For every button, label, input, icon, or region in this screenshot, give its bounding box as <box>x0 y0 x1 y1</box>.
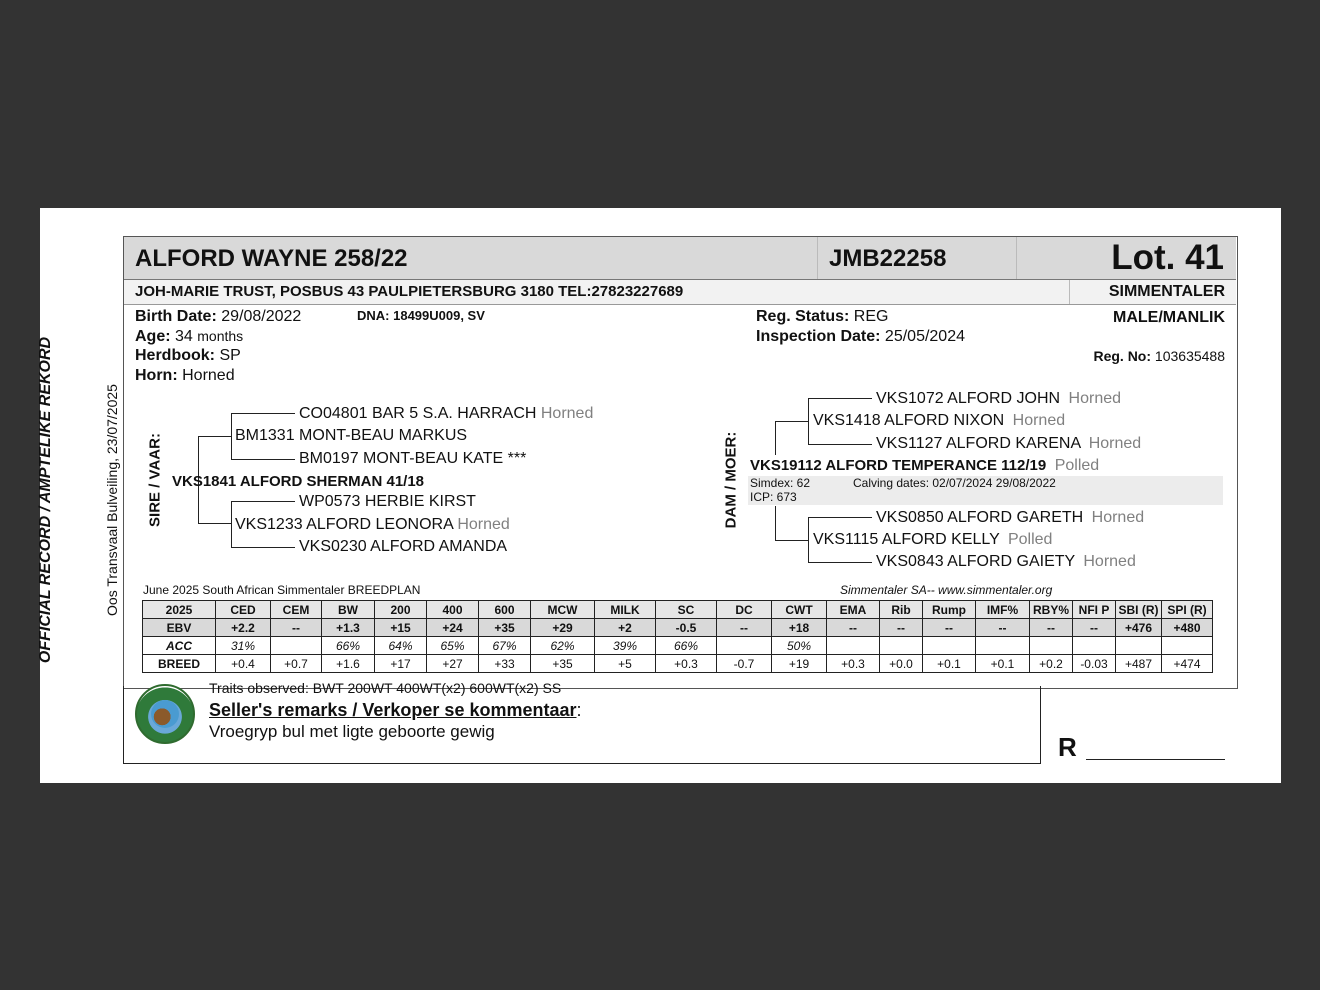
col-header: 400 <box>427 601 479 619</box>
breed-cell: +0.7 <box>271 655 322 673</box>
animal-name: ALFORD WAYNE 258/22 <box>135 245 408 272</box>
breedplan-site: Simmentaler SA-- www.simmentaler.org <box>840 583 1053 597</box>
breed-cell: +487 <box>1116 655 1162 673</box>
ebv-cell: -- <box>923 619 976 637</box>
dam-bracket-bottom-h <box>775 540 809 541</box>
seller-remarks-heading: Seller's remarks / Verkoper se kommentaar: <box>209 700 582 720</box>
dam-name: VKS19112 ALFORD TEMPERANCE 112/19 Polled <box>750 457 1100 474</box>
ebv-cell: +29 <box>531 619 595 637</box>
sire-gg-2: BM0197 MONT-BEAU KATE *** <box>299 450 527 467</box>
breed-cell: +0.3 <box>827 655 880 673</box>
col-header: RBY% <box>1030 601 1073 619</box>
dam-bracket-top-v <box>775 421 776 455</box>
acc-cell <box>827 637 880 655</box>
price-label: R <box>1058 732 1077 762</box>
acc-cell <box>717 637 772 655</box>
acc-cell <box>923 637 976 655</box>
acc-cell <box>976 637 1030 655</box>
acc-cell: 31% <box>216 637 271 655</box>
price-box-left <box>1040 686 1041 764</box>
frame-bottom <box>123 763 1041 764</box>
breed-row <box>143 655 1213 673</box>
ebv-cell: +15 <box>375 619 427 637</box>
dam-grand-dam: VKS1115 ALFORD KELLY Polled <box>813 531 1053 548</box>
ebv-header-row <box>143 601 1213 619</box>
col-header: Rib <box>880 601 923 619</box>
sire-grand-dam: VKS1233 ALFORD LEONORA Horned <box>235 516 510 533</box>
acc-cell: 66% <box>656 637 717 655</box>
breed-cell: +17 <box>375 655 427 673</box>
dam-grand-sire: VKS1418 ALFORD NIXON Horned <box>813 412 1066 429</box>
sire-gd-bracket-top <box>231 501 295 502</box>
breed-cell: +474 <box>1162 655 1213 673</box>
ebv-cell: -- <box>880 619 923 637</box>
breed-cell: +27 <box>427 655 479 673</box>
breed-cell: +0.1 <box>923 655 976 673</box>
acc-cell: 39% <box>595 637 656 655</box>
ebv-table <box>142 600 1213 673</box>
breed-cell: +5 <box>595 655 656 673</box>
col-header: 2025 <box>143 601 216 619</box>
col-header: Rump <box>923 601 976 619</box>
col-header: CED <box>216 601 271 619</box>
dam-gs-bracket-v <box>808 398 809 445</box>
dam-simdex: Simdex: 62 <box>750 476 811 490</box>
col-header: MILK <box>595 601 656 619</box>
dam-gg-2: VKS1127 ALFORD KARENA Horned <box>876 435 1142 452</box>
ebv-cell: +1.3 <box>322 619 375 637</box>
breedplan-title: June 2025 South African Simmentaler BREEDPLAN <box>143 583 421 597</box>
acc-cell: 65% <box>427 637 479 655</box>
dam-bracket-top-h <box>775 421 809 422</box>
dam-icp: ICP: 673 <box>750 490 797 504</box>
age: Age: 34 months <box>135 328 244 345</box>
official-record-label: OFFICIAL RECORD / AMPTELIKE REKORD <box>37 336 54 664</box>
col-header: MCW <box>531 601 595 619</box>
col-header: BW <box>322 601 375 619</box>
breed-cell: +0.1 <box>976 655 1030 673</box>
acc-cell: 67% <box>479 637 531 655</box>
breed-cell: +0.2 <box>1030 655 1073 673</box>
globe-icon <box>151 700 179 728</box>
sire-gs-bracket-v <box>231 413 232 460</box>
sire-bracket-bottom <box>198 523 232 524</box>
acc-cell: 66% <box>322 637 375 655</box>
ebv-cell: +18 <box>772 619 827 637</box>
sire-name: VKS1841 ALFORD SHERMAN 41/18 <box>172 473 425 490</box>
dna-info: DNA: 18499U009, SV <box>357 308 485 323</box>
traits-observed: Traits observed: BWT 200WT 400WT(x2) 600WT(x2) SS <box>209 680 562 696</box>
dam-calving-dates: Calving dates: 02/07/2024 29/08/2022 <box>853 476 1056 490</box>
ebv-cell: +476 <box>1116 619 1162 637</box>
ebv-cell: -- <box>827 619 880 637</box>
dam-gd-bracket-top <box>808 517 872 518</box>
sire-bracket-top <box>198 436 232 437</box>
dam-gg-1: VKS1072 ALFORD JOHN Horned <box>876 390 1122 407</box>
dam-label: DAM / MOER: <box>722 431 740 529</box>
reg-status: Reg. Status: REG <box>756 308 889 325</box>
auction-label: Oos Transvaal Bulveiling, 23/07/2025 <box>104 384 120 616</box>
dam-gs-bracket-bottom <box>808 444 872 445</box>
sire-gd-bracket-bottom <box>231 547 295 548</box>
breed-cell: +0.4 <box>216 655 271 673</box>
ebv-cell: +24 <box>427 619 479 637</box>
owner-info: JOH-MARIE TRUST, POSBUS 43 PAULPIETERSBURG 3180 TEL:27823227689 <box>135 283 684 300</box>
acc-cell <box>1073 637 1116 655</box>
ebv-cell: -0.5 <box>656 619 717 637</box>
sire-label: SIRE / VAAR: <box>146 433 164 527</box>
acc-cell: ACC <box>143 637 216 655</box>
inspection-date: Inspection Date: 25/05/2024 <box>756 328 965 345</box>
breed-cell: -0.7 <box>717 655 772 673</box>
acc-cell <box>1030 637 1073 655</box>
acc-cell: 50% <box>772 637 827 655</box>
ebv-cell: -- <box>271 619 322 637</box>
reg-number: Reg. No: 103635488 <box>1093 348 1225 364</box>
breed-label: SIMMENTALER <box>1108 283 1225 300</box>
society-logo-icon <box>135 684 195 744</box>
lot-number: Lot. 41 <box>1111 238 1224 277</box>
acc-cell <box>271 637 322 655</box>
ebv-cell: +480 <box>1162 619 1213 637</box>
owner-divider <box>1069 280 1070 304</box>
acc-cell <box>880 637 923 655</box>
acc-cell <box>1162 637 1213 655</box>
acc-row <box>143 637 1213 655</box>
breed-cell: +33 <box>479 655 531 673</box>
col-header: DC <box>717 601 772 619</box>
dam-bracket-bottom-v <box>775 506 776 540</box>
herdbook: Herdbook: SP <box>135 347 241 364</box>
acc-cell: 64% <box>375 637 427 655</box>
breed-cell: +1.6 <box>322 655 375 673</box>
ebv-cell: +2 <box>595 619 656 637</box>
sire-gd-bracket-v <box>231 501 232 548</box>
col-header: EMA <box>827 601 880 619</box>
sire-gs-bracket-top <box>231 413 295 414</box>
breed-cell: +35 <box>531 655 595 673</box>
col-header: CEM <box>271 601 322 619</box>
sex-label: MALE/MANLIK <box>1113 309 1225 326</box>
ebv-cell: -- <box>717 619 772 637</box>
horn-status: Horn: Horned <box>135 367 235 384</box>
breed-cell: +19 <box>772 655 827 673</box>
sire-gg-1: CO04801 BAR 5 S.A. HARRACH Horned <box>299 405 594 422</box>
acc-cell <box>1116 637 1162 655</box>
seller-remarks-text: Vroegryp bul met ligte geboorte gewig <box>209 722 495 741</box>
ebv-cell: +2.2 <box>216 619 271 637</box>
animal-id: JMB22258 <box>829 245 947 272</box>
price-input-line[interactable] <box>1086 759 1225 760</box>
dam-gg-4: VKS0843 ALFORD GAIETY Horned <box>876 553 1136 570</box>
ebv-cell: -- <box>1073 619 1116 637</box>
header-divider-2 <box>1016 237 1017 279</box>
ebv-cell: +35 <box>479 619 531 637</box>
breed-cell: BREED <box>143 655 216 673</box>
ebv-cell: EBV <box>143 619 216 637</box>
col-header: NFI P <box>1073 601 1116 619</box>
dam-gg-3: VKS0850 ALFORD GARETH Horned <box>876 509 1145 526</box>
dam-gd-bracket-v <box>808 517 809 563</box>
frame-left-lower <box>123 686 124 764</box>
sire-gg-4: VKS0230 ALFORD AMANDA <box>299 538 508 555</box>
breed-cell: +0.3 <box>656 655 717 673</box>
col-header: 600 <box>479 601 531 619</box>
sire-gg-3: WP0573 HERBIE KIRST <box>299 493 476 510</box>
sire-gs-bracket-bottom <box>231 459 295 460</box>
col-header: SC <box>656 601 717 619</box>
birth-date: Birth Date: 29/08/2022 <box>135 308 302 325</box>
breed-cell: -0.03 <box>1073 655 1116 673</box>
ebv-cell: -- <box>976 619 1030 637</box>
ebv-cell: -- <box>1030 619 1073 637</box>
dam-gs-bracket-top <box>808 398 872 399</box>
col-header: SBI (R) <box>1116 601 1162 619</box>
dam-gd-bracket-bottom <box>808 562 872 563</box>
col-header: CWT <box>772 601 827 619</box>
col-header: 200 <box>375 601 427 619</box>
breed-cell: +0.0 <box>880 655 923 673</box>
col-header: SPI (R) <box>1162 601 1213 619</box>
sire-grand-sire: BM1331 MONT-BEAU MARKUS <box>235 427 468 444</box>
col-header: IMF% <box>976 601 1030 619</box>
ebv-row <box>143 619 1213 637</box>
acc-cell: 62% <box>531 637 595 655</box>
header-divider-1 <box>817 237 818 279</box>
